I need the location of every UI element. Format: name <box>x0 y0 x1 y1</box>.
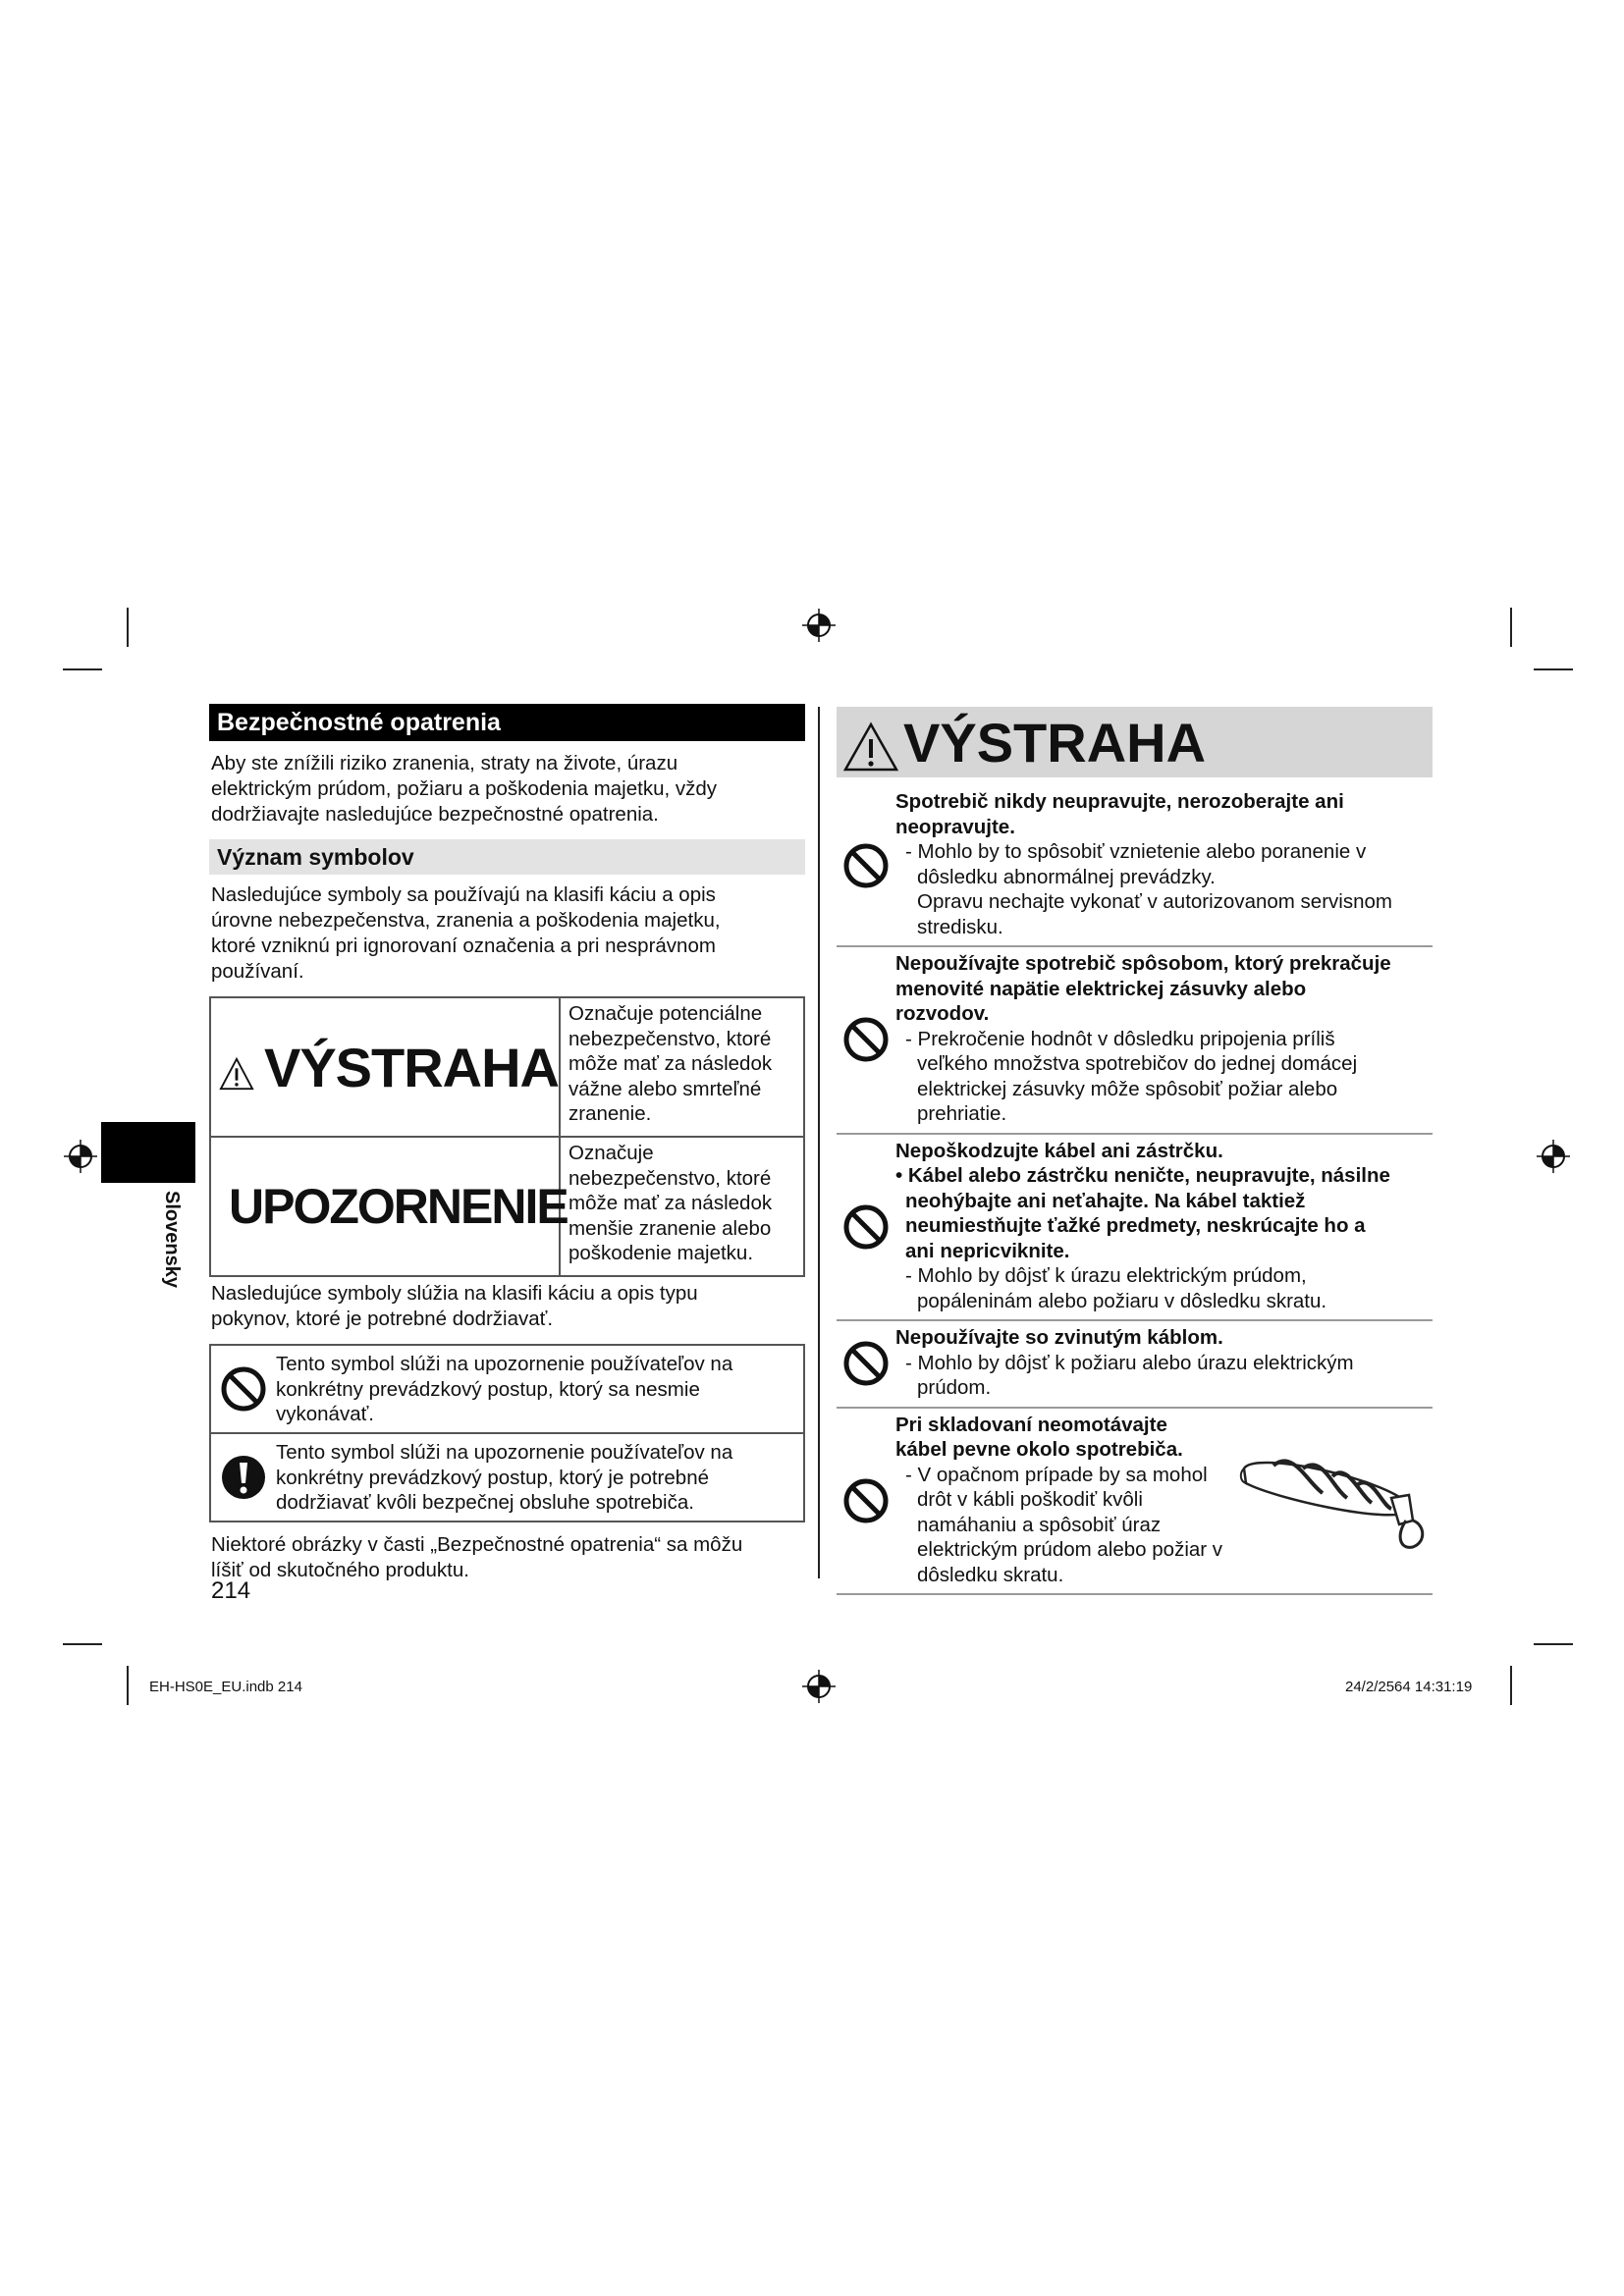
instruction-intro: Nasledujúce symboly slúžia na klasifi káciu a opis typu pokynov, ktoré je potrebné dodržiavať. <box>211 1282 698 1330</box>
crop-mark <box>1510 608 1512 647</box>
footer-file: EH-HS0E_EU.indb 214 <box>149 1679 302 1695</box>
warning-triangle-icon <box>842 721 899 773</box>
left-column <box>209 704 805 1583</box>
prohibit-row <box>211 1346 803 1432</box>
coiled-cable-illustration <box>1234 1444 1431 1552</box>
page-number: 214 <box>211 1577 251 1604</box>
crop-mark <box>127 608 129 647</box>
caution-word: UPOZORNENIE <box>229 1179 568 1234</box>
crop-mark <box>1510 1666 1512 1705</box>
warning-item: Nepoužívajte spotrebič spôsobom, ktorý prekračuje menovité napätie elektrickej zásuvky alebo rozvodov. - Prekročenie hodnôt v dôsledku pripojenia príliš veľkého množstva spotrebičov do jednej domácej elektrickej zásuvky môže spôsobiť požiar alebo prehriatie. <box>837 947 1433 1135</box>
right-column <box>837 707 1433 1595</box>
prohibition-icon <box>842 842 890 889</box>
note-text: Niektoré obrázky v časti „Bezpečnostné opatrenia“ sa môžu líšiť od skutočného produktu. <box>211 1533 743 1581</box>
caution-row <box>211 1136 803 1275</box>
instruction-symbol-table <box>209 1344 805 1522</box>
signal-word-table <box>209 996 805 1277</box>
symbols-intro: Nasledujúce symboly sa používajú na klasifi káciu a opis úrovne nebezpečenstva, zranenia a poškodenia majetku, ktoré vzniknú pri ignorovaní označenia a pri nesprávnom používaní. <box>211 883 721 983</box>
mandatory-icon <box>220 1454 267 1501</box>
warning-header <box>837 707 1433 777</box>
intro-text: Aby ste znížili riziko zranenia, straty na živote, úrazu elektrickým prúdom, požiaru a poškodenia majetku, vždy dodržiavajte nasledujúce bezpečnostné opatrenia. <box>211 752 718 826</box>
prohibition-icon <box>842 1016 890 1063</box>
warning-item: Spotrebič nikdy neupravujte, nerozoberajte ani neopravujte. - Mohlo by to spôsobiť vznietenie alebo poranenie v dôsledku abnormálnej prevádzky. Opravu nechajte vykonať v autorizovanom servisnom stredisku. <box>837 785 1433 947</box>
prohibition-icon <box>842 1203 890 1251</box>
warning-word: VÝSTRAHA <box>263 1036 559 1098</box>
language-label: Slovensky <box>161 1191 183 1288</box>
warning-item: Pri skladovaní neomotávajte kábel pevne okolo spotrebiča. - V opačnom prípade by sa mohol drôt v kábli poškodiť kvôli namáhaniu a spôsobiť úraz elektrickým prúdom alebo požiar v dôsledku skratu. <box>837 1409 1433 1596</box>
language-tab <box>101 1122 195 1183</box>
crop-mark <box>63 1643 102 1645</box>
prohibition-icon <box>842 1340 890 1387</box>
warning-description: Označuje potenciálne nebezpečenstvo, ktoré môže mať za následok vážne alebo smrteľné zranenie. <box>568 1002 773 1125</box>
warning-header-word: VÝSTRAHA <box>903 711 1207 774</box>
prohibition-icon <box>220 1365 267 1413</box>
footer-timestamp: 24/2/2564 14:31:19 <box>1345 1679 1473 1695</box>
registration-mark-icon <box>801 1669 837 1704</box>
symbols-title: Význam symbolov <box>209 839 805 875</box>
crop-mark <box>1534 668 1573 670</box>
section-title: Bezpečnostné opatrenia <box>209 704 805 741</box>
prohibit-description: Tento symbol slúži na upozornenie používateľov na konkrétny prevádzkový postup, ktorý sa nesmie vykonávať. <box>276 1353 733 1425</box>
warning-triangle-icon <box>219 1056 254 1092</box>
mandatory-description: Tento symbol slúži na upozornenie používateľov na konkrétny prevádzkový postup, ktorý je potrebné dodržiavať kvôli bezpečnej obsluhe spotrebiča. <box>276 1441 733 1514</box>
mandatory-row <box>211 1432 803 1521</box>
caution-description: Označuje nebezpečenstvo, ktoré môže mať za následok menšie zranenie alebo poškodenie majetku. <box>568 1142 773 1264</box>
warning-row <box>211 998 803 1136</box>
registration-mark-icon <box>63 1139 98 1174</box>
warning-item: Nepoškodzujte kábel ani zástrčku. • Kábel alebo zástrčku neničte, neupravujte, násilne neohýbajte ani neťahajte. Na kábel taktiež neumiestňujte ťažké predmety, neskrúcajte ho a ani nepricviknite. - Mohlo by dôjsť k úrazu elektrickým prúdom, popáleninám alebo požiaru v dôsledku skratu. <box>837 1135 1433 1322</box>
crop-mark <box>63 668 102 670</box>
prohibition-icon <box>842 1477 890 1524</box>
registration-mark-icon <box>1536 1139 1571 1174</box>
warning-item: Nepoužívajte so zvinutým káblom. - Mohlo by dôjsť k požiaru alebo úrazu elektrickým prúdom. <box>837 1321 1433 1409</box>
crop-mark <box>127 1666 129 1705</box>
crop-mark <box>1534 1643 1573 1645</box>
column-divider <box>818 707 820 1578</box>
registration-mark-icon <box>801 608 837 643</box>
